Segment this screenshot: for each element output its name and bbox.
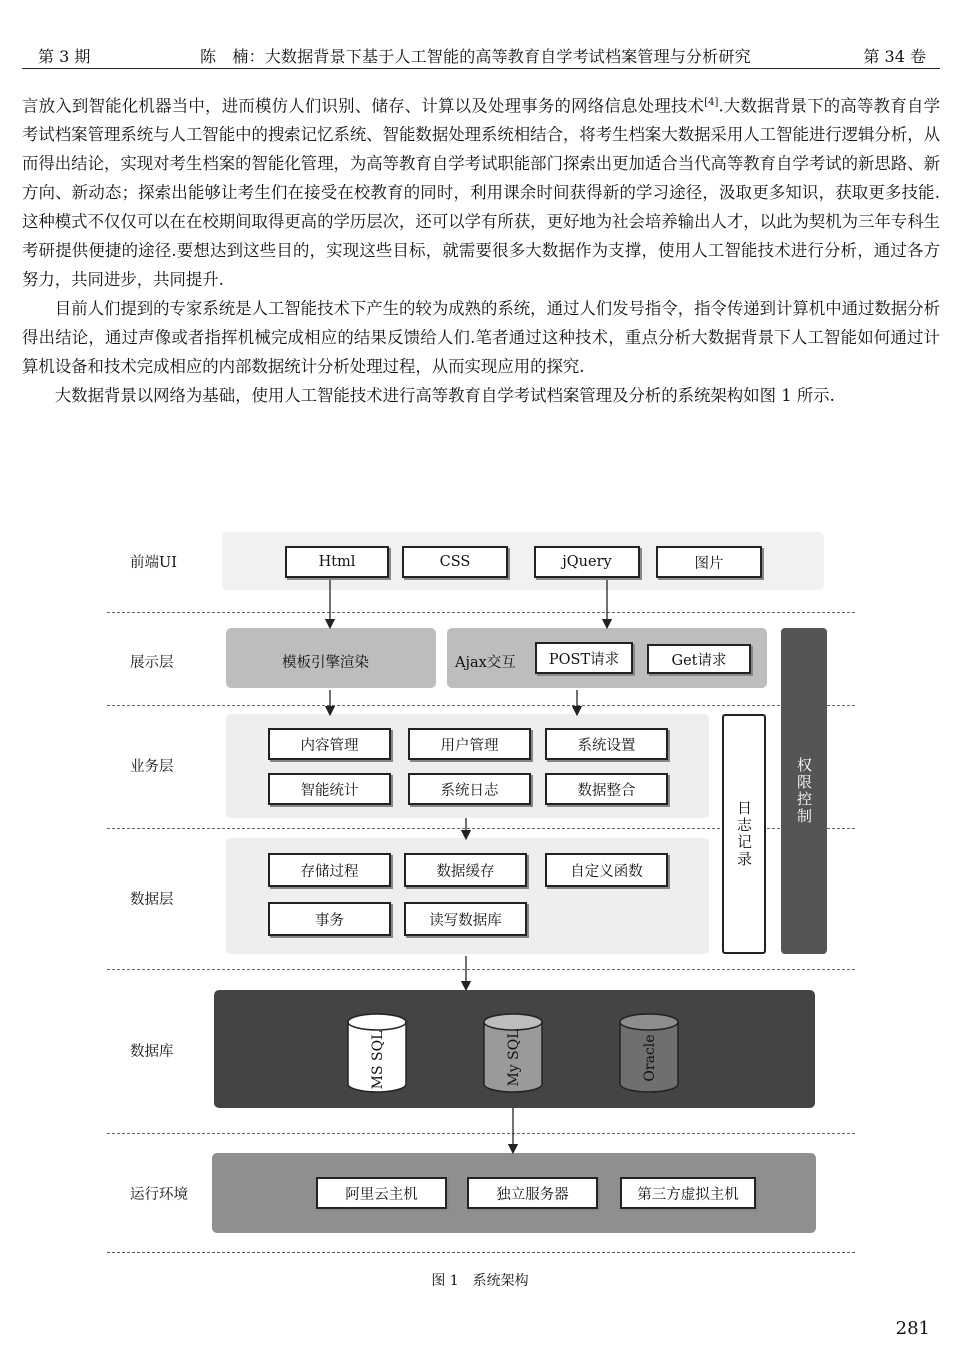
paragraph-2: 目前人们提到的专家系统是人工智能技术下产生的较为成熟的系统，通过人们发号指令，指令传递到计算机中通过数据分析得出结论，通过声像或者指挥机械完成相应的结果反馈给人们.笔者通过这种技术，重点分析大数据背景下人工智能如何通过计算机设备和技术完成相应的内部数据统计分析处理过程，从而实现应用的探究. [22, 299, 940, 377]
layer-label-data: 数据层 [130, 892, 174, 908]
db-label-mysql: My SQL [506, 1029, 522, 1087]
custom-function-box: 自定义函数 [545, 853, 668, 887]
volume-number: 第 34 卷 [863, 47, 926, 66]
aliyun-host-box: 阿里云主机 [316, 1177, 447, 1209]
template-engine-label: 模板引擎渲染 [282, 655, 369, 671]
css-box: CSS [402, 546, 508, 578]
oracle-cylinder [620, 1014, 678, 1092]
system-settings-box: 系统设置 [545, 728, 668, 760]
content-management-box: 内容管理 [268, 728, 391, 760]
db-label-oracle: Oracle [642, 1034, 658, 1082]
smart-statistics-box: 智能统计 [268, 773, 391, 805]
mysql-cylinder [484, 1014, 542, 1092]
paragraph-1: 言放入到智能化机器当中，进而模仿人们识别、储存、计算以及处理事务的网络信息处理技术[4].大数据背景下的高等教育自学考试档案管理系统与人工智能中的搜索记忆系统、智能数据处理系统相结合，将考生档案大数据采用人工智能进行逻辑分析，从而得出结论，实现对考生档案的智能化管理，为高等教育自学考试职能部门探索出更加适合当代高等教育自学考试的新思路、新方向、新动态；探索出能够让考生们在接受在校教育的同时，利用课余时间获得新的学习途径，汲取更多知识，获取更多技能.这种模式不仅仅可以在在校期间取得更高的学历层次，还可以学有所获，更好地为社会培养输出人才，以此为契机为三年专科生考研提供便捷的途径.要想达到这些目的，实现这些目标，就需要很多大数据作为支撑，使用人工智能技术进行分析，通过各方努力，共同进步，共同提升. [22, 96, 940, 290]
post-request-box: POST请求 [535, 642, 633, 674]
db-label-mssql: MS SQL [370, 1030, 386, 1090]
get-request-box: Get请求 [647, 644, 751, 674]
layer-label-database: 数据库 [130, 1044, 174, 1060]
layer-label-business: 业务层 [130, 759, 174, 775]
ajax-label: Ajax交互 [455, 655, 516, 671]
running-title: 陈 楠：大数据背景下基于人工智能的高等教育自学考试档案管理与分析研究 [200, 47, 751, 66]
data-cache-box: 数据缓存 [404, 853, 527, 887]
transaction-box: 事务 [268, 902, 391, 936]
system-log-box: 系统日志 [408, 773, 531, 805]
layer-label-runtime: 运行环境 [130, 1187, 188, 1203]
permission-control-bar: 权限控制 [781, 628, 827, 954]
jquery-box: jQuery [534, 546, 640, 578]
third-party-vhost-box: 第三方虚拟主机 [620, 1177, 756, 1209]
layer-label-display: 展示层 [130, 655, 174, 671]
user-management-box: 用户管理 [408, 728, 531, 760]
stored-procedure-box: 存储过程 [268, 853, 391, 887]
page-number: 281 [895, 1318, 930, 1339]
figure-caption: 图 1 系统架构 [431, 1273, 529, 1289]
dedicated-server-box: 独立服务器 [467, 1177, 598, 1209]
paragraph-3: 大数据背景以网络为基础，使用人工智能技术进行高等教育自学考试档案管理及分析的系统架构如图 1 所示. [54, 386, 835, 406]
html-box: Html [285, 546, 389, 578]
data-integration-box: 数据整合 [545, 773, 668, 805]
read-write-db-box: 读写数据库 [404, 902, 527, 936]
layer-label-frontend: 前端UI [130, 555, 177, 571]
images-box: 图片 [656, 546, 762, 578]
issue-number: 第 3 期 [38, 47, 91, 66]
figure-bottom-rule [107, 1252, 855, 1253]
log-record-box: 日志记录 [722, 714, 766, 954]
ms-sql-cylinder [348, 1014, 406, 1092]
citation-ref: [4] [704, 97, 719, 108]
